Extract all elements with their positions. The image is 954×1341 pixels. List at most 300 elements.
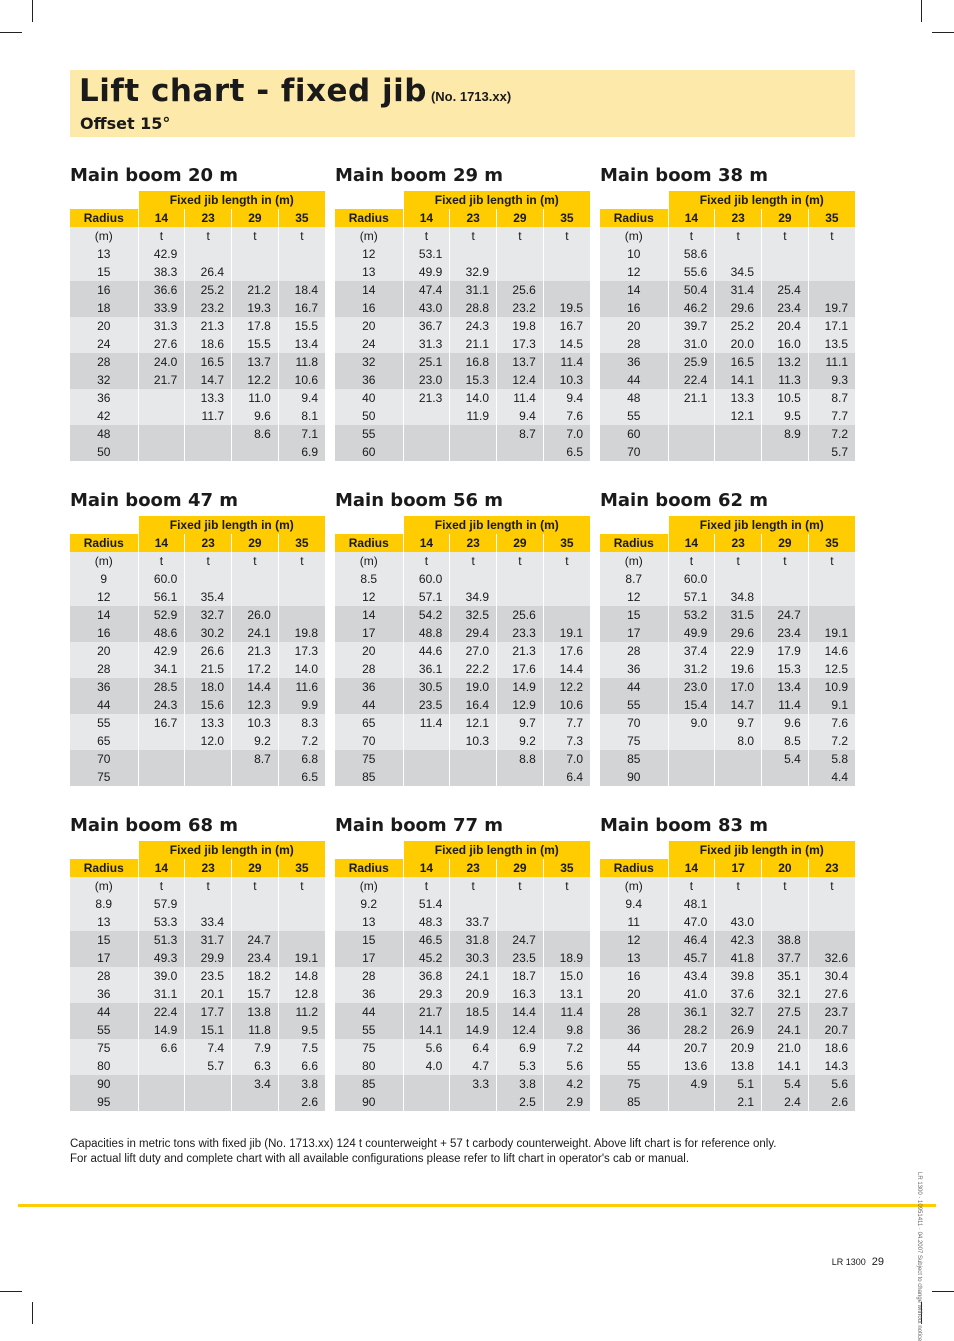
lift-table-block xyxy=(335,815,590,1111)
capacity-cell xyxy=(278,263,325,281)
table-row xyxy=(335,407,590,425)
radius-cell: 17 xyxy=(600,624,668,642)
table-row xyxy=(70,1057,325,1075)
capacity-cell xyxy=(138,1093,185,1111)
table-row xyxy=(600,895,855,913)
capacity-cell: 17.2 xyxy=(232,660,279,678)
capacity-cell: 60.0 xyxy=(668,570,715,588)
lift-table xyxy=(600,516,855,786)
capacity-cell: 36.1 xyxy=(403,660,450,678)
table-row xyxy=(600,353,855,371)
capacity-cell: 18.6 xyxy=(808,1039,855,1057)
radius-unit: (m) xyxy=(335,552,403,570)
capacity-cell: 32.7 xyxy=(715,1003,762,1021)
capacity-cell: 24.1 xyxy=(762,1021,809,1039)
radius-cell: 75 xyxy=(335,1039,403,1057)
radius-cell: 12 xyxy=(335,245,403,263)
table-row xyxy=(70,985,325,1003)
table-row xyxy=(335,985,590,1003)
capacity-cell: 23.0 xyxy=(668,678,715,696)
radius-cell: 15 xyxy=(70,263,138,281)
radius-cell: 90 xyxy=(335,1093,403,1111)
capacity-cell: 6.5 xyxy=(278,768,325,786)
load-unit: t xyxy=(762,877,809,895)
capacity-cell xyxy=(185,443,232,461)
capacity-cell: 20.7 xyxy=(808,1021,855,1039)
capacity-cell xyxy=(185,245,232,263)
capacity-cell: 48.8 xyxy=(403,624,450,642)
radius-cell: 70 xyxy=(70,750,138,768)
capacity-cell: 20.9 xyxy=(715,1039,762,1057)
capacity-cell: 21.5 xyxy=(185,660,232,678)
capacity-cell: 23.3 xyxy=(497,624,544,642)
radius-cell: 14 xyxy=(335,606,403,624)
table-group-header-row xyxy=(335,841,590,859)
capacity-cell xyxy=(138,732,185,750)
jib-length-header: 23 xyxy=(450,534,497,552)
capacity-cell: 14.4 xyxy=(232,678,279,696)
footer-rule xyxy=(18,1204,936,1207)
capacity-cell: 4.0 xyxy=(403,1057,450,1075)
units-row xyxy=(70,552,325,570)
table-row xyxy=(335,913,590,931)
jib-length-header: 23 xyxy=(450,209,497,227)
capacity-cell: 11.8 xyxy=(278,353,325,371)
table-row xyxy=(335,335,590,353)
table-row xyxy=(335,570,590,588)
radius-cell: 20 xyxy=(335,317,403,335)
capacity-cell: 15.6 xyxy=(185,696,232,714)
load-unit: t xyxy=(497,877,544,895)
capacity-cell: 10.6 xyxy=(278,371,325,389)
load-unit: t xyxy=(138,227,185,245)
radius-cell: 14 xyxy=(70,606,138,624)
capacity-cell: 37.6 xyxy=(715,985,762,1003)
radius-cell: 13 xyxy=(335,913,403,931)
capacity-cell xyxy=(450,245,497,263)
radius-cell: 90 xyxy=(70,1075,138,1093)
table-row xyxy=(70,696,325,714)
lift-table-block xyxy=(70,815,325,1111)
table-row xyxy=(600,913,855,931)
capacity-cell: 46.4 xyxy=(668,931,715,949)
capacity-cell: 14.8 xyxy=(278,967,325,985)
table-row xyxy=(600,732,855,750)
page-title xyxy=(79,73,511,109)
load-unit: t xyxy=(762,227,809,245)
table-row xyxy=(70,642,325,660)
capacity-cell: 13.6 xyxy=(668,1057,715,1075)
capacity-cell xyxy=(450,425,497,443)
radius-header: Radius xyxy=(600,534,668,552)
capacity-cell: 17.1 xyxy=(808,317,855,335)
capacity-cell: 12.1 xyxy=(450,714,497,732)
capacity-cell: 39.8 xyxy=(715,967,762,985)
group-header: Fixed jib length in (m) xyxy=(668,516,855,534)
capacity-cell: 14.1 xyxy=(715,371,762,389)
capacity-cell xyxy=(232,588,279,606)
capacity-cell xyxy=(808,245,855,263)
radius-unit: (m) xyxy=(70,552,138,570)
radius-cell: 44 xyxy=(335,1003,403,1021)
table-row xyxy=(600,931,855,949)
crop-mark xyxy=(32,1302,33,1324)
capacity-cell: 23.5 xyxy=(497,949,544,967)
table-row xyxy=(335,263,590,281)
table-row xyxy=(335,606,590,624)
table-row xyxy=(600,624,855,642)
table-row xyxy=(335,443,590,461)
capacity-cell xyxy=(497,570,544,588)
radius-header: Radius xyxy=(70,534,138,552)
capacity-cell: 24.1 xyxy=(450,967,497,985)
capacity-cell: 5.6 xyxy=(543,1057,590,1075)
table-row xyxy=(600,1021,855,1039)
table-row xyxy=(600,696,855,714)
capacity-cell: 12.8 xyxy=(278,985,325,1003)
capacity-cell: 21.1 xyxy=(668,389,715,407)
capacity-cell xyxy=(278,913,325,931)
jib-length-header: 35 xyxy=(808,534,855,552)
load-unit: t xyxy=(278,552,325,570)
capacity-cell: 7.2 xyxy=(808,732,855,750)
capacity-cell: 25.6 xyxy=(497,606,544,624)
capacity-cell: 27.0 xyxy=(450,642,497,660)
radius-cell: 36 xyxy=(335,371,403,389)
capacity-cell: 8.5 xyxy=(762,732,809,750)
radius-cell: 16 xyxy=(335,299,403,317)
capacity-cell xyxy=(232,245,279,263)
capacity-cell: 29.4 xyxy=(450,624,497,642)
capacity-cell: 24.7 xyxy=(232,931,279,949)
radius-cell: 44 xyxy=(600,371,668,389)
radius-unit: (m) xyxy=(335,877,403,895)
capacity-cell: 52.9 xyxy=(138,606,185,624)
capacity-cell: 13.3 xyxy=(715,389,762,407)
capacity-cell: 5.4 xyxy=(762,1075,809,1093)
capacity-cell: 10.3 xyxy=(450,732,497,750)
capacity-cell xyxy=(668,407,715,425)
capacity-cell: 3.3 xyxy=(450,1075,497,1093)
radius-header: Radius xyxy=(600,859,668,877)
load-unit: t xyxy=(138,552,185,570)
capacity-cell: 11.6 xyxy=(278,678,325,696)
radius-cell: 70 xyxy=(335,732,403,750)
capacity-cell: 11.8 xyxy=(232,1021,279,1039)
radius-cell: 44 xyxy=(70,696,138,714)
capacity-cell xyxy=(715,750,762,768)
capacity-cell: 34.5 xyxy=(715,263,762,281)
table-row xyxy=(70,570,325,588)
table-row xyxy=(70,281,325,299)
radius-cell: 75 xyxy=(70,1039,138,1057)
capacity-cell: 31.1 xyxy=(138,985,185,1003)
lift-table xyxy=(70,841,325,1111)
capacity-cell: 2.5 xyxy=(497,1093,544,1111)
table-header-row xyxy=(335,859,590,877)
capacity-cell: 17.3 xyxy=(278,642,325,660)
capacity-cell: 21.2 xyxy=(232,281,279,299)
capacity-cell xyxy=(762,895,809,913)
capacity-cell xyxy=(278,245,325,263)
capacity-cell: 8.6 xyxy=(232,425,279,443)
capacity-cell: 15.3 xyxy=(450,371,497,389)
lift-table-block xyxy=(335,490,590,786)
capacity-cell: 9.2 xyxy=(232,732,279,750)
capacity-cell xyxy=(715,443,762,461)
capacity-cell: 8.7 xyxy=(808,389,855,407)
capacity-cell: 49.9 xyxy=(403,263,450,281)
capacity-cell: 7.6 xyxy=(808,714,855,732)
radius-cell: 20 xyxy=(600,317,668,335)
capacity-cell xyxy=(185,895,232,913)
capacity-cell: 7.4 xyxy=(185,1039,232,1057)
capacity-cell: 14.4 xyxy=(497,1003,544,1021)
capacity-cell xyxy=(403,732,450,750)
radius-cell: 55 xyxy=(70,714,138,732)
radius-cell: 85 xyxy=(335,1075,403,1093)
load-unit: t xyxy=(278,227,325,245)
load-unit: t xyxy=(668,552,715,570)
capacity-cell: 8.8 xyxy=(497,750,544,768)
radius-cell: 28 xyxy=(70,967,138,985)
capacity-cell: 41.0 xyxy=(668,985,715,1003)
capacity-cell: 23.7 xyxy=(808,1003,855,1021)
capacity-cell: 14.5 xyxy=(543,335,590,353)
capacity-cell: 11.4 xyxy=(762,696,809,714)
table-row xyxy=(335,696,590,714)
table-row xyxy=(600,335,855,353)
jib-length-header: 29 xyxy=(497,859,544,877)
radius-cell: 60 xyxy=(600,425,668,443)
capacity-cell xyxy=(138,768,185,786)
jib-length-header: 14 xyxy=(668,209,715,227)
group-header: Fixed jib length in (m) xyxy=(138,841,325,859)
capacity-cell: 21.3 xyxy=(232,642,279,660)
jib-length-header: 23 xyxy=(808,859,855,877)
capacity-cell: 43.0 xyxy=(715,913,762,931)
capacity-cell: 12.4 xyxy=(497,1021,544,1039)
units-row xyxy=(600,227,855,245)
capacity-cell: 14.3 xyxy=(808,1057,855,1075)
table-row xyxy=(335,660,590,678)
table-header-row xyxy=(70,534,325,552)
capacity-cell: 35.4 xyxy=(185,588,232,606)
table-row xyxy=(600,967,855,985)
radius-cell: 60 xyxy=(335,443,403,461)
table-row xyxy=(600,678,855,696)
capacity-cell: 13.1 xyxy=(543,985,590,1003)
radius-unit: (m) xyxy=(600,877,668,895)
capacity-cell xyxy=(138,750,185,768)
capacity-cell: 22.2 xyxy=(450,660,497,678)
capacity-cell: 32.6 xyxy=(808,949,855,967)
capacity-cell: 5.6 xyxy=(403,1039,450,1057)
table-row xyxy=(70,389,325,407)
radius-cell: 20 xyxy=(335,642,403,660)
radius-cell: 75 xyxy=(70,768,138,786)
capacity-cell xyxy=(138,443,185,461)
capacity-cell: 7.5 xyxy=(278,1039,325,1057)
capacity-cell: 8.1 xyxy=(278,407,325,425)
radius-cell: 17 xyxy=(70,949,138,967)
capacity-cell: 31.3 xyxy=(403,335,450,353)
capacity-cell: 14.4 xyxy=(543,660,590,678)
table-row xyxy=(335,389,590,407)
table-row xyxy=(70,299,325,317)
capacity-cell: 8.3 xyxy=(278,714,325,732)
table-row xyxy=(335,1057,590,1075)
jib-length-header: 14 xyxy=(403,859,450,877)
radius-cell: 9.4 xyxy=(600,895,668,913)
capacity-cell xyxy=(543,913,590,931)
capacity-cell: 41.8 xyxy=(715,949,762,967)
capacity-cell xyxy=(762,768,809,786)
load-unit: t xyxy=(543,227,590,245)
radius-cell: 28 xyxy=(70,660,138,678)
table-title: Main boom 20 m xyxy=(70,165,239,186)
capacity-cell: 6.5 xyxy=(543,443,590,461)
radius-cell: 55 xyxy=(600,1057,668,1075)
load-unit: t xyxy=(185,227,232,245)
capacity-cell: 19.7 xyxy=(808,299,855,317)
capacity-cell: 10.9 xyxy=(808,678,855,696)
capacity-cell: 6.6 xyxy=(138,1039,185,1057)
capacity-cell: 22.9 xyxy=(715,642,762,660)
load-unit: t xyxy=(543,552,590,570)
table-row xyxy=(70,732,325,750)
capacity-cell: 13.8 xyxy=(715,1057,762,1075)
table-row xyxy=(70,660,325,678)
radius-cell: 44 xyxy=(600,678,668,696)
capacity-cell xyxy=(497,263,544,281)
load-unit: t xyxy=(185,877,232,895)
capacity-cell: 36.6 xyxy=(138,281,185,299)
capacity-cell: 9.6 xyxy=(232,407,279,425)
capacity-cell xyxy=(278,570,325,588)
load-unit: t xyxy=(497,227,544,245)
capacity-cell: 21.7 xyxy=(403,1003,450,1021)
capacity-cell: 11.4 xyxy=(543,1003,590,1021)
load-unit: t xyxy=(403,552,450,570)
page-subtitle: Offset 15° xyxy=(80,114,171,133)
table-row xyxy=(600,371,855,389)
capacity-cell xyxy=(715,245,762,263)
capacity-cell xyxy=(762,588,809,606)
capacity-cell: 30.4 xyxy=(808,967,855,985)
radius-cell: 12 xyxy=(600,931,668,949)
capacity-cell: 18.7 xyxy=(497,967,544,985)
jib-length-header: 14 xyxy=(138,209,185,227)
table-header-row xyxy=(600,534,855,552)
radius-cell: 28 xyxy=(335,660,403,678)
radius-cell: 15 xyxy=(70,931,138,949)
capacity-cell: 21.3 xyxy=(403,389,450,407)
capacity-cell: 51.4 xyxy=(403,895,450,913)
radius-cell: 12 xyxy=(600,588,668,606)
capacity-cell: 2.6 xyxy=(808,1093,855,1111)
capacity-cell: 54.2 xyxy=(403,606,450,624)
page-title-text: Lift chart - fixed jib xyxy=(79,73,427,109)
table-row xyxy=(70,949,325,967)
capacity-cell: 11.1 xyxy=(808,353,855,371)
capacity-cell: 12.2 xyxy=(543,678,590,696)
capacity-cell xyxy=(808,263,855,281)
capacity-cell: 8.7 xyxy=(232,750,279,768)
capacity-cell: 9.4 xyxy=(278,389,325,407)
capacity-cell: 12.2 xyxy=(232,371,279,389)
radius-cell: 15 xyxy=(600,606,668,624)
capacity-cell: 12.0 xyxy=(185,732,232,750)
radius-cell: 55 xyxy=(335,425,403,443)
capacity-cell: 21.0 xyxy=(762,1039,809,1057)
capacity-cell xyxy=(403,425,450,443)
capacity-cell: 6.9 xyxy=(497,1039,544,1057)
footnote-line: For actual lift duty and complete chart with all available configurations please refer to lift chart in operator's cab or manual. xyxy=(70,1153,690,1165)
radius-cell: 36 xyxy=(70,389,138,407)
radius-cell: 40 xyxy=(335,389,403,407)
table-group-header-row xyxy=(600,841,855,859)
table-header-row xyxy=(70,859,325,877)
capacity-cell: 25.2 xyxy=(185,281,232,299)
load-unit: t xyxy=(232,877,279,895)
capacity-cell: 14.9 xyxy=(138,1021,185,1039)
capacity-cell: 5.7 xyxy=(808,443,855,461)
capacity-cell: 29.6 xyxy=(715,624,762,642)
capacity-cell xyxy=(668,750,715,768)
table-row xyxy=(70,714,325,732)
table-row xyxy=(335,642,590,660)
capacity-cell: 15.3 xyxy=(762,660,809,678)
jib-length-header: 29 xyxy=(762,534,809,552)
capacity-cell: 57.9 xyxy=(138,895,185,913)
capacity-cell: 28.8 xyxy=(450,299,497,317)
capacity-cell: 6.3 xyxy=(232,1057,279,1075)
capacity-cell: 26.9 xyxy=(715,1021,762,1039)
capacity-cell: 20.9 xyxy=(450,985,497,1003)
capacity-cell: 19.8 xyxy=(278,624,325,642)
units-row xyxy=(335,877,590,895)
footnote xyxy=(70,1137,870,1167)
capacity-cell xyxy=(138,407,185,425)
capacity-cell: 2.1 xyxy=(715,1093,762,1111)
table-row xyxy=(70,678,325,696)
capacity-cell: 49.9 xyxy=(668,624,715,642)
radius-cell: 12 xyxy=(335,588,403,606)
capacity-cell: 18.0 xyxy=(185,678,232,696)
table-row xyxy=(335,317,590,335)
units-row xyxy=(335,227,590,245)
capacity-cell xyxy=(403,1093,450,1111)
radius-cell: 12 xyxy=(70,588,138,606)
load-unit: t xyxy=(403,877,450,895)
load-unit: t xyxy=(232,552,279,570)
capacity-cell: 5.8 xyxy=(808,750,855,768)
capacity-cell: 25.6 xyxy=(497,281,544,299)
radius-cell: 36 xyxy=(70,678,138,696)
capacity-cell: 14.0 xyxy=(450,389,497,407)
capacity-cell: 18.5 xyxy=(450,1003,497,1021)
capacity-cell xyxy=(543,281,590,299)
capacity-cell xyxy=(543,606,590,624)
capacity-cell: 7.0 xyxy=(543,425,590,443)
capacity-cell: 43.4 xyxy=(668,967,715,985)
table-row xyxy=(70,245,325,263)
radius-header: Radius xyxy=(70,859,138,877)
jib-length-header: 29 xyxy=(497,209,544,227)
capacity-cell: 19.1 xyxy=(543,624,590,642)
jib-length-header: 23 xyxy=(715,209,762,227)
